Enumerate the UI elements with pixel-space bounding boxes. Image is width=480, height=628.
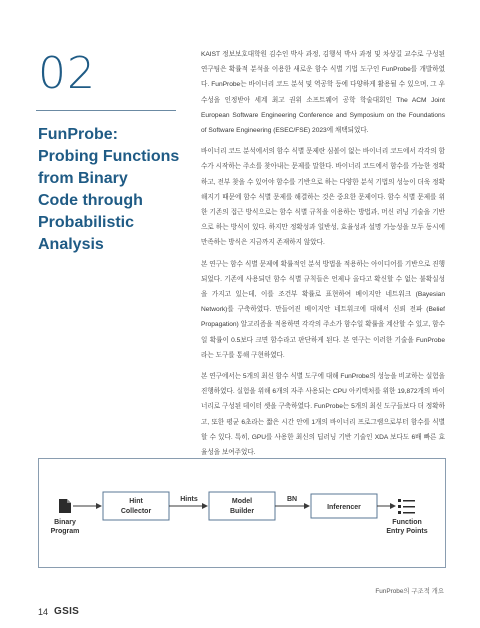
paragraph: 바이너리 코드 분석에서의 함수 식별 문제란 심볼이 없는 바이너리 코드에서 각각의 함수가 시작하는 주소를 찾아내는 문제를 말한다. 바이너리 코드에서 함수를 가능한 정확하고, 전부 찾을 수 있어야 함수를 기반으로 하는 다양한 분석 기법의 성능이 더욱 정확해지기 때문에 함수 식별 문제를 해결하는 것은 중요한 문제이다. 함수 식별 문제를 위한 기존의 접근 방식으로는 함수 식별 규칙을 이용하는 방법과, 머신 러닝 기술을 기반으로 하는 방식이 있다. 하지만 정확성과 일반성, 효율성과 설명 가능성을 모두 동시에 만족하는 방식은 지금까지 존재하지 않았다. — [201, 148, 445, 247]
title-line: FunProbe: — [38, 126, 118, 143]
architecture-diagram — [38, 458, 446, 568]
title-line: Probabilistic — [38, 214, 135, 231]
function-entry-label-1: Function — [392, 519, 422, 526]
hints-label: Hints — [180, 496, 198, 503]
model-builder-box — [209, 492, 275, 520]
hint-collector-box — [103, 492, 169, 520]
section-number: 02 — [38, 48, 96, 99]
page-footer — [38, 606, 79, 617]
binary-file-icon — [59, 499, 71, 513]
title-line: Code through — [38, 192, 143, 209]
binary-program-label-1: Binary — [54, 519, 76, 526]
function-entry-label-2: Entry Points — [386, 528, 428, 535]
title-line: Probing Functions — [38, 148, 180, 165]
brand-logo: GSIS — [54, 606, 80, 617]
binary-program-label-2: Program — [50, 528, 80, 535]
title-line: Analysis — [38, 236, 104, 253]
diagram-canvas — [39, 459, 445, 567]
hint-collector-label-1: Hint — [129, 498, 143, 505]
model-builder-label-1: Model — [231, 498, 253, 505]
bn-label: BN — [286, 496, 298, 503]
section-divider — [36, 110, 176, 111]
page-number: 14 — [38, 606, 49, 617]
inferencer-label: Inferencer — [327, 504, 361, 511]
article-body — [201, 47, 445, 466]
hint-collector-label-2: Collector — [120, 508, 152, 515]
paragraph: 본 연구에서는 5개의 최신 함수 식별 도구에 대해 FunProbe의 성능을 비교하는 실험을 진행하였다. 실험을 위해 6개의 자주 사용되는 CPU 아키텍처를 위한 19,872개의 바이너리로 구성된 데이터 셋을 구축하였다. FunProbe는 5개의 최신 도구들보다 더 정확하고, 또한 평균 6초라는 짧은 시간 안에 1개의 바이너리 프로그램으로부터 함수를 식별할 수 있다. 특히, GPU를 사용한 최신의 딥러닝 기반 기술인 XDA 보다도 6배 빠른 효율성을 보여주었다. — [201, 373, 445, 457]
model-builder-label-2: Builder — [229, 508, 255, 515]
figure-caption: FunProbe의 구조적 개요 — [375, 588, 444, 595]
title-line: from Binary — [38, 170, 128, 187]
paragraph: KAIST 정보보호대학원 김수인 박사 과정, 김행석 박사 과정 및 차상길 교수로 구성된 연구팀은 확률적 분석을 이용한 새로운 함수 식별 기법 도구인 FunProbe를 개발하였다. FunProbe는 바이너리 코드 분석 및 역공학 등에 다양하게 활용될 수 있으며, 그 우수성을 인정받아 세계 최고 권위 소프트웨어 공학 학술대회인 The ACM Joint European Software Engineering Conference and Symposium on the Foundations of Software Engineering (ESEC/FSE) 2023에 채택되었다. — [201, 51, 445, 135]
list-icon — [398, 499, 415, 514]
section-title — [38, 124, 188, 256]
paragraph: 본 연구는 함수 식별 문제에 확률적인 분석 방법을 적용하는 아이디어를 기반으로 진행되었다. 기존에 사용되던 함수 식별 규칙들은 언제나 올다고 확신할 수 없는 불확실성을 가지고 있는데, 이를 조건부 확률로 표현하여 베이지안 네트워크 (Bayesian Network)를 구축하였다. 만들어진 베이지안 네트워크에 대해서 신뢰 전파 (Belief Propagation) 알고리즘을 적용하면 각각의 주소가 함수일 확률을 계산할 수 있고, 함수일 확률이 0.5보다 크면 함수라고 판단하게 된다. 본 연구는 이러한 기술을 FunProbe라는 도구를 통해 구현하였다. — [201, 260, 445, 359]
